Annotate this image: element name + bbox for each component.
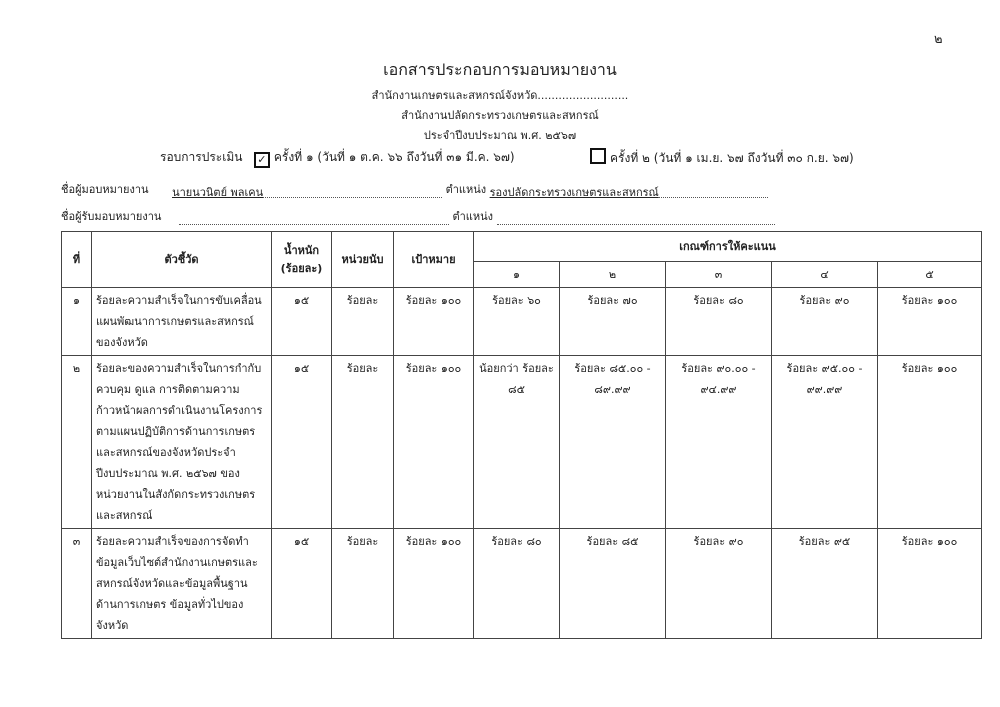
row-level-2: ร้อยละ ๘๕ — [560, 529, 666, 639]
row-level-1: ร้อยละ ๘๐ — [474, 529, 560, 639]
row-unit: ร้อยละ — [332, 529, 394, 639]
assessment-round-2 — [590, 148, 854, 168]
assessment-label: รอบการประเมิน — [160, 150, 243, 164]
row-weight: ๑๕ — [272, 288, 332, 356]
kpi-table — [61, 231, 982, 639]
row-unit: ร้อยละ — [332, 356, 394, 529]
row-level-3: ร้อยละ ๘๐ — [666, 288, 772, 356]
row-target: ร้อยละ ๑๐๐ — [394, 529, 474, 639]
row-level-2: ร้อยละ ๗๐ — [560, 288, 666, 356]
header-criteria: เกณฑ์การให้คะแนน — [474, 232, 982, 262]
header-indicator: ตัวชี้วัด — [92, 232, 272, 288]
assignee-label: ชื่อผู้รับมอบหมายงาน — [61, 210, 162, 223]
assigner-label: ชื่อผู้มอบหมายงาน — [61, 183, 149, 196]
office-line: สำนักงานเกษตรและสหกรณ์จังหวัด.......................... — [371, 89, 629, 102]
assigner-line — [61, 180, 768, 198]
header-target: เป้าหมาย — [394, 232, 474, 288]
row-no: ๒ — [62, 356, 92, 529]
round2-label: ครั้งที่ ๒ (วันที่ ๑ เม.ย. ๖๗ ถึงวันที่ ๓๐ ก.ย. ๖๗) — [610, 151, 854, 165]
row-level-4: ร้อยละ ๙๕ — [772, 529, 878, 639]
row-weight: ๑๕ — [272, 529, 332, 639]
row-target: ร้อยละ ๑๐๐ — [394, 288, 474, 356]
round2-checkbox[interactable] — [590, 148, 606, 164]
row-target: ร้อยละ ๑๐๐ — [394, 356, 474, 529]
row-level-3: ร้อยละ ๙๐.๐๐ - ๙๔.๙๙ — [666, 356, 772, 529]
assigner-position-field[interactable] — [490, 183, 768, 198]
row-weight: ๑๕ — [272, 356, 332, 529]
header-level: ๔ — [772, 262, 878, 288]
table-row — [62, 529, 982, 639]
assignee-position-label: ตำแหน่ง — [452, 210, 494, 223]
header-no: ที่ — [62, 232, 92, 288]
assignee-line — [61, 207, 775, 225]
row-level-4: ร้อยละ ๙๐ — [772, 288, 878, 356]
header-level: ๑ — [474, 262, 560, 288]
page-number: ๒ — [934, 32, 943, 47]
assigner-name-field[interactable] — [172, 183, 442, 198]
row-no: ๓ — [62, 529, 92, 639]
row-level-4: ร้อยละ ๙๕.๐๐ - ๙๙.๙๙ — [772, 356, 878, 529]
row-level-5: ร้อยละ ๑๐๐ — [878, 288, 982, 356]
assigner-position: รองปลัดกระทรวงเกษตรและสหกรณ์ — [489, 186, 659, 199]
header-unit: หน่วยนับ — [332, 232, 394, 288]
table-row — [62, 288, 982, 356]
header-level: ๒ — [560, 262, 666, 288]
row-indicator: ร้อยละความสำเร็จของการจัดทำข้อมูลเว็บไซต์สำนักงานเกษตรและสหกรณ์จังหวัดและข้อมูลพื้นฐานด้านการเกษตร ข้อมูลทั่วไปของจังหวัด — [92, 529, 272, 639]
row-indicator: ร้อยละของความสำเร็จในการกำกับ ควบคุม ดูแล การติดตามความก้าวหน้าผลการดำเนินงานโครงการตามแผนปฏิบัติการด้านการเกษตรและสหกรณ์ของจังหวัดประจำปีงบประมาณ พ.ศ. ๒๕๖๗ ของหน่วยงานในสังกัดกระทรวงเกษตรและสหกรณ์ — [92, 356, 272, 529]
assigner-position-label: ตำแหน่ง — [445, 183, 487, 196]
assessment-round-1 — [160, 148, 515, 168]
document-title: เอกสารประกอบการมอบหมายงาน — [383, 60, 617, 79]
row-level-5: ร้อยละ ๑๐๐ — [878, 529, 982, 639]
header-level: ๕ — [878, 262, 982, 288]
header-level: ๓ — [666, 262, 772, 288]
assignee-name-field[interactable] — [179, 210, 449, 225]
row-level-5: ร้อยละ ๑๐๐ — [878, 356, 982, 529]
round1-checkbox[interactable]: ✓ — [254, 152, 270, 168]
assigner-name: นายนวนิตย์ พลเคน — [172, 186, 264, 199]
ministry-line: สำนักงานปลัดกระทรวงเกษตรและสหกรณ์ — [401, 109, 599, 122]
row-level-3: ร้อยละ ๙๐ — [666, 529, 772, 639]
row-indicator: ร้อยละความสำเร็จในการขับเคลื่อนแผนพัฒนาการเกษตรและสหกรณ์ของจังหวัด — [92, 288, 272, 356]
header-weight: น้ำหนัก (ร้อยละ) — [272, 232, 332, 288]
row-level-1: น้อยกว่า ร้อยละ ๘๕ — [474, 356, 560, 529]
budget-year: ประจำปีงบประมาณ พ.ศ. ๒๕๖๗ — [423, 129, 577, 142]
round1-label: ครั้งที่ ๑ (วันที่ ๑ ต.ค. ๖๖ ถึงวันที่ ๓๑ มี.ค. ๖๗) — [273, 150, 515, 164]
row-unit: ร้อยละ — [332, 288, 394, 356]
row-level-2: ร้อยละ ๘๕.๐๐ - ๘๙.๙๙ — [560, 356, 666, 529]
row-no: ๑ — [62, 288, 92, 356]
row-level-1: ร้อยละ ๖๐ — [474, 288, 560, 356]
table-row — [62, 356, 982, 529]
assignee-position-field[interactable] — [497, 210, 775, 225]
